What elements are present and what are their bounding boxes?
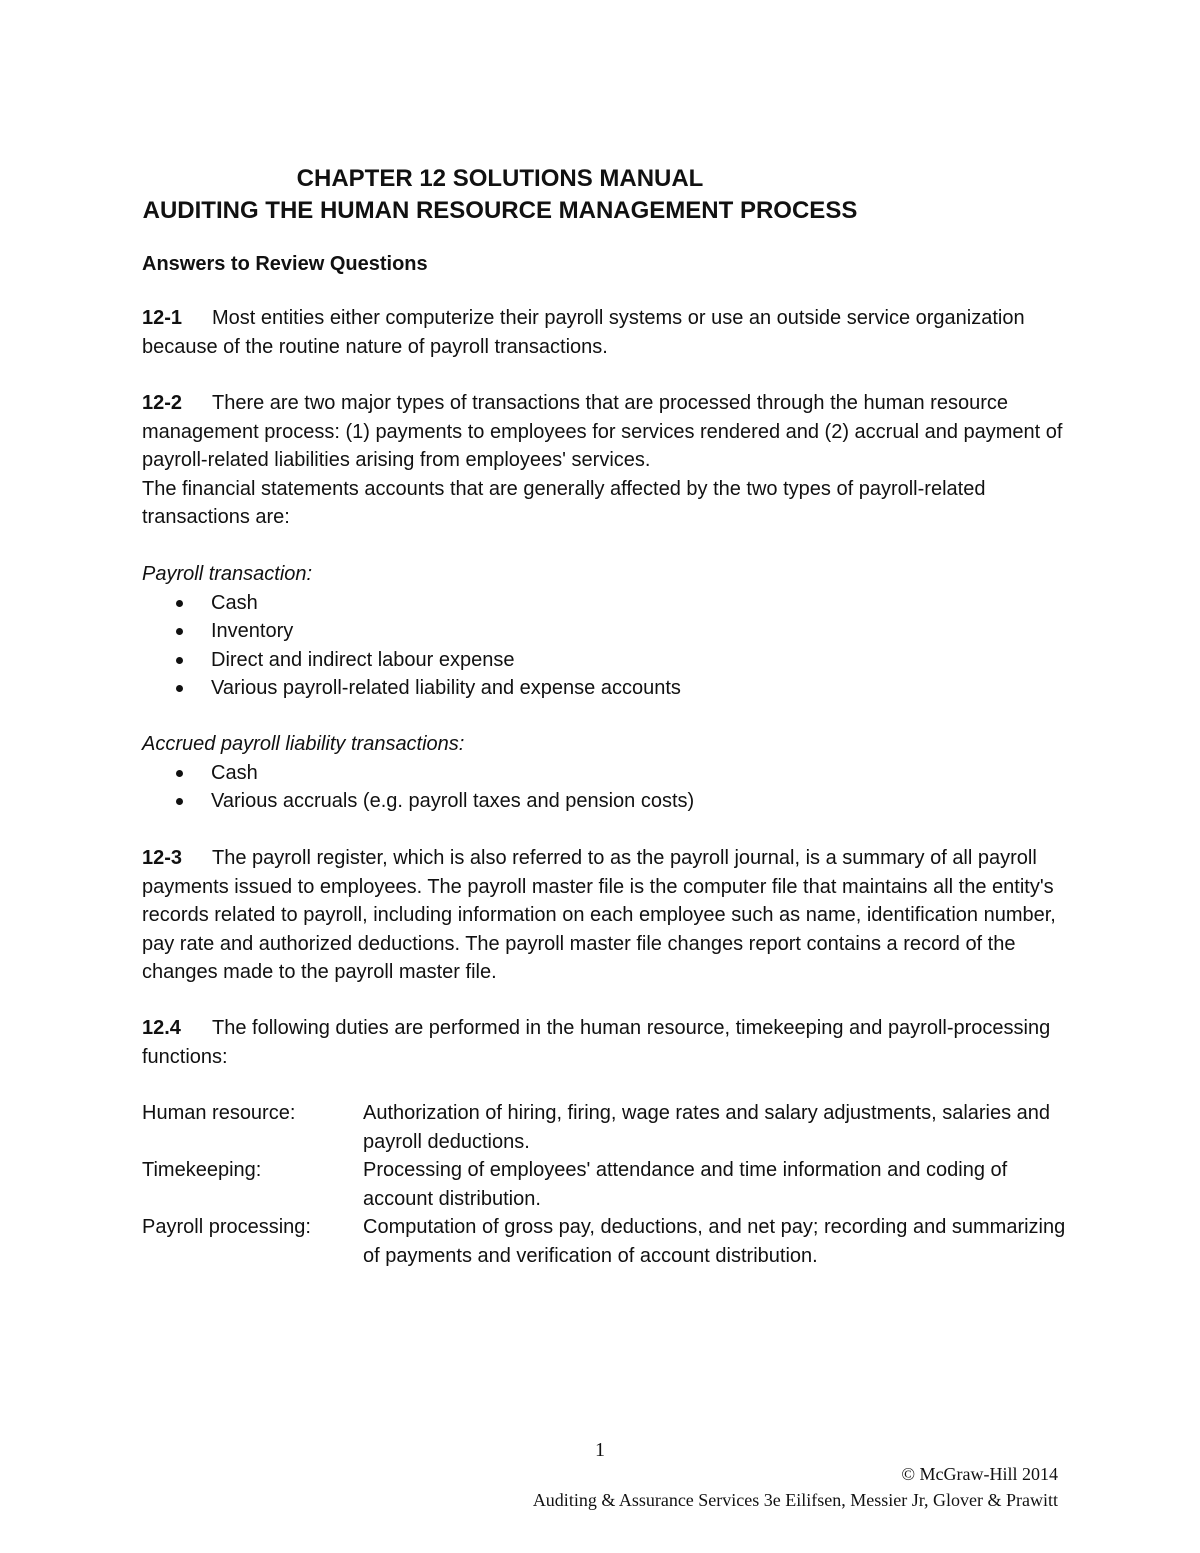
title-line-1: CHAPTER 12 SOLUTIONS MANUAL (296, 165, 704, 192)
list-item: Various accruals (e.g. payroll taxes and pension costs) (142, 787, 1072, 816)
list-item: Various payroll-related liability and expense accounts (142, 674, 1072, 703)
book-citation: Auditing & Assurance Services 3e Eilifsen, Messier Jr, Glover & Prawitt (532, 1490, 1058, 1510)
duty-label: Human resource: (142, 1102, 296, 1124)
duties-table (142, 1099, 1072, 1270)
question-number: 12-2 (142, 392, 183, 414)
answer-text: Most entities either computerize their payroll systems or use an outside service organization because of the routine nature of payroll transactions. (142, 307, 1025, 358)
bullet-icon (176, 798, 183, 805)
duty-label: Payroll processing: (142, 1216, 311, 1238)
table-row (142, 1156, 1072, 1213)
table-row (142, 1099, 1072, 1156)
bullet-icon (176, 600, 183, 607)
list-heading: Payroll transaction: (142, 563, 313, 585)
answer-12-3 (142, 844, 1072, 987)
bullet-icon (176, 657, 183, 664)
duty-text: Processing of employees' attendance and time information and coding of account distribution. (363, 1159, 1008, 1210)
bullet-icon (176, 685, 183, 692)
list-heading: Accrued payroll liability transactions: (142, 733, 465, 755)
list-item: Cash (142, 759, 1072, 788)
duty-text: Computation of gross pay, deductions, and net pay; recording and summarizing of payments and verification of account distribution. (363, 1216, 1066, 1267)
question-number: 12.4 (142, 1017, 181, 1039)
answer-text: There are two major types of transactions that are processed through the human resource management process: (1) payments to employees for services rendered and (2) accrual and payment of payroll-related liabilities arising from employees' services. (142, 392, 1063, 471)
bullet-icon (176, 628, 183, 635)
answer-12-2 (142, 389, 1072, 532)
question-number: 12-3 (142, 847, 183, 869)
bullet-icon (176, 770, 183, 777)
list-item: Inventory (142, 617, 1072, 646)
list-item: Cash (142, 589, 1072, 618)
answer-12-1 (142, 304, 1072, 361)
duty-text: Authorization of hiring, firing, wage rates and salary adjustments, salaries and payroll deductions. (363, 1102, 1051, 1153)
question-number: 12-1 (142, 307, 183, 329)
section-heading: Answers to Review Questions (142, 253, 428, 275)
answer-12-4 (142, 1014, 1072, 1071)
page-footer (533, 1461, 1058, 1513)
payroll-transaction-list (142, 560, 1072, 703)
list-item: Direct and indirect labour expense (142, 646, 1072, 675)
duty-label: Timekeeping: (142, 1159, 262, 1181)
table-row (142, 1213, 1072, 1270)
title-line-2: AUDITING THE HUMAN RESOURCE MANAGEMENT PROCESS (142, 197, 858, 224)
page-number: 1 (595, 1439, 605, 1461)
answer-text: The payroll register, which is also referred to as the payroll journal, is a summary of all payroll payments issued to employees. The payroll master file is the computer file that maintains all the entity's records related to payroll, including information on each employee such as name, identification number, pay rate and authorized deductions. The payroll master file changes report contains a record of the changes made to the payroll master file. (142, 847, 1056, 983)
document-title (0, 163, 1000, 227)
answer-text: The following duties are performed in the human resource, timekeeping and payroll-processing functions: (142, 1017, 1051, 1068)
accrued-liability-list (142, 730, 1072, 816)
answer-text-continued: The financial statements accounts that are generally affected by the two types of payroll-related transactions are: (142, 477, 986, 528)
copyright-notice: © McGraw-Hill 2014 (901, 1464, 1058, 1484)
